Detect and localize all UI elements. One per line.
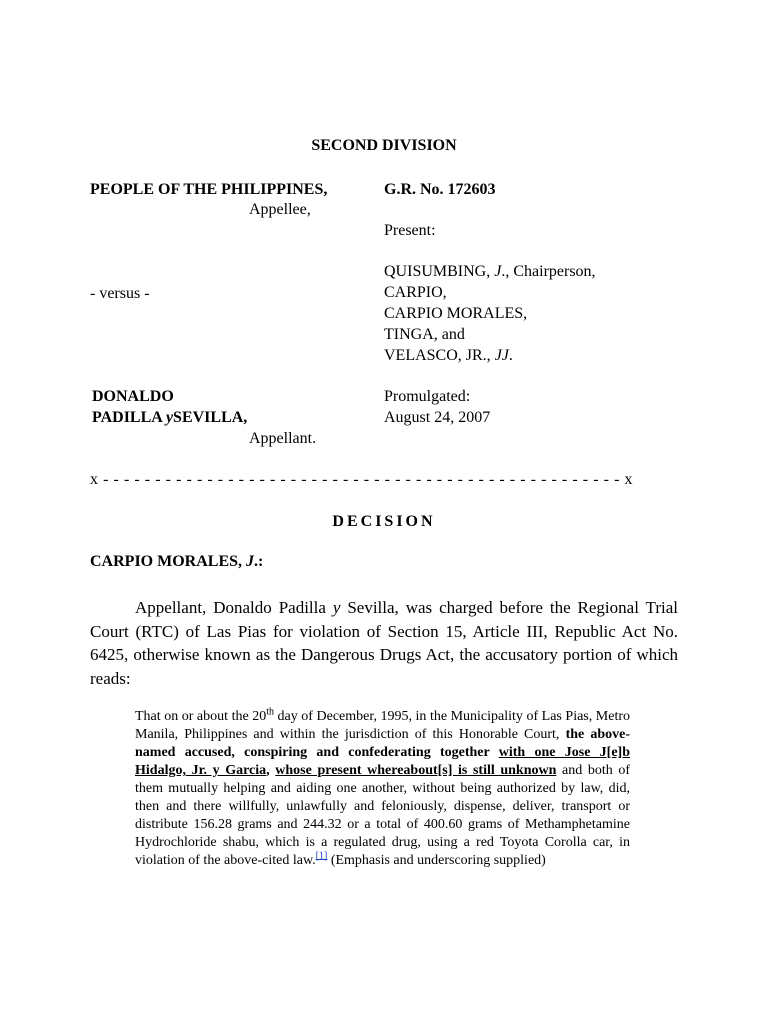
promulgated-date: August 24, 2007 xyxy=(384,409,491,426)
decision-heading: DECISION xyxy=(332,513,436,530)
versus-label: - versus - xyxy=(90,285,150,302)
gr-number: G.R. No. 172603 xyxy=(384,181,496,198)
body-paragraph: Appellant, Donaldo Padilla y Sevilla, was charged before the Regional Trial Court (RTC) of Las Pias for violation of Section 15, Article III, Republic Act No. 6425, otherwise known as the Dangerous Drugs Act, the accusatory portion of which reads: xyxy=(90,598,678,688)
promulgated-label: Promulgated: xyxy=(384,388,471,405)
justice-carpio-morales: CARPIO MORALES, xyxy=(384,305,528,322)
ponente-line: CARPIO MORALES, J.: xyxy=(90,553,264,570)
defendant-name-line1: DONALDO xyxy=(92,388,174,405)
separator-line: x - - - - - - - - - - - - - - - - - - - - - - - - - - - - - - - - - - - - - - - - - - - - - - - - - - x xyxy=(90,471,634,488)
justice-quisumbing: QUISUMBING, J., Chairperson, xyxy=(384,263,596,280)
block-quote-information: That on or about the 20th day of December, 1995, in the Municipality of Las Pias, Metro Manila, Philippines and within the jurisdiction of this Honorable Court, the above-named accused, conspiring and confederating together with one Jose J[e]b Hidalgo, Jr. y Garcia, whose present whereabout[s] is still unknown and both of them mutually helping and aiding one another, without being authorized by law, did, then and there willfully, unlawfully and feloniously, dispense, deliver, transport or distribute 156.28 grams and 244.32 or a total of 400.60 grams of Methamphetamine Hydrochloride shabu, which is a regulated drug, using a red Toyota Corolla car, in violation of the above-cited law.[1] (Emphasis and underscoring supplied) xyxy=(135,706,631,868)
justice-velasco: VELASCO, JR., JJ. xyxy=(384,347,513,364)
present-label: Present: xyxy=(384,222,436,239)
footnote-link[interactable]: [1] xyxy=(315,850,328,862)
division-heading: SECOND DIVISION xyxy=(311,137,457,154)
defendant-name-line2: PADILLA ySEVILLA, xyxy=(92,409,248,426)
justice-carpio: CARPIO, xyxy=(384,284,447,301)
justice-tinga: TINGA, and xyxy=(384,326,465,343)
plaintiff-role: Appellee, xyxy=(249,201,311,218)
plaintiff-name: PEOPLE OF THE PHILIPPINES, xyxy=(90,181,328,198)
defendant-role: Appellant. xyxy=(249,430,317,447)
